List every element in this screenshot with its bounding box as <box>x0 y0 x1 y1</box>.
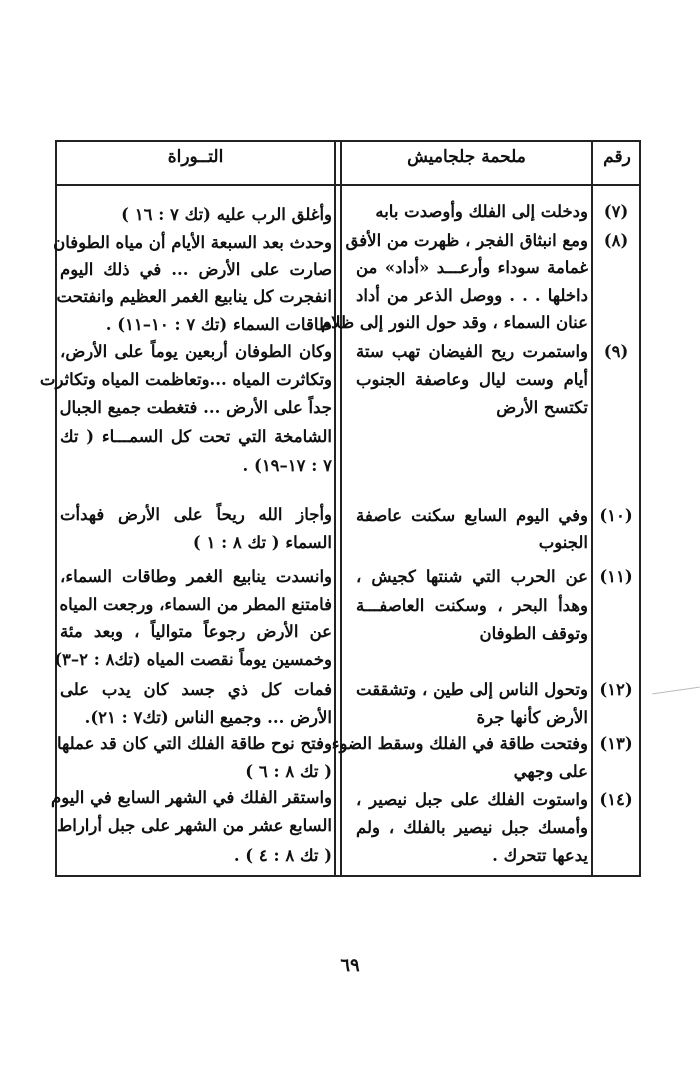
torah-text-line: ( تك ٨ : ٤ ) . <box>233 846 332 865</box>
torah-text-line: جداً على الأرض ... فتغطت جميع الجبال <box>59 398 332 417</box>
gilgamesh-text-line: غمامة سوداء وأرعـــد «أداد» من <box>356 258 588 277</box>
torah-text-line: ٧ : ١٧–١٩) . <box>242 456 332 475</box>
torah-text-line: وأجاز الله ريحاً على الأرض فهدأت <box>60 505 332 524</box>
header-number: رقم <box>603 147 631 167</box>
torah-text-line: واستقر الفلك في الشهر السابع في اليوم <box>51 788 332 807</box>
scan-mark <box>652 687 700 695</box>
torah-text-line: وانسدت ينابيع الغمر وطاقات السماء، <box>60 567 332 586</box>
gilgamesh-text-line: داخلها . . . ووصل الذعر من أداد <box>356 286 588 305</box>
row-number: (٩) <box>603 342 629 361</box>
torah-text-line: فمات كل ذي جسد كان يدب على <box>60 680 332 699</box>
torah-text-line: انفجرت كل ينابيع الغمر العظيم وانفتحت <box>56 287 332 306</box>
gilgamesh-text-line: أيام وست ليال وعاصفة الجنوب <box>356 370 588 389</box>
column-divider <box>340 140 342 877</box>
column-divider <box>334 140 336 877</box>
torah-text-line: وتكاثرت المياه ...وتعاظمت المياه وتكاثرت <box>39 370 332 389</box>
gilgamesh-text-line: على وجهي <box>513 762 588 781</box>
gilgamesh-text-line: الأرض كأنها جرة <box>476 708 588 727</box>
torah-text-line: السماء ( تك ٨ : ١ ) <box>192 533 332 552</box>
torah-text-line: وفتح نوح طاقة الفلك التي كان قد عملها <box>56 734 332 753</box>
header-gilgamesh: ملحمة جلجاميش <box>407 147 526 167</box>
gilgamesh-text-line: واستوت الفلك على جبل نيصير ، <box>356 790 588 809</box>
gilgamesh-text-line: وتحول الناس إلى طين ، وتشققت <box>356 680 588 699</box>
gilgamesh-text-line: واستمرت ريح الفيضان تهب ستة <box>356 342 588 361</box>
row-number: (١٣) <box>599 734 633 753</box>
gilgamesh-text-line: وأمسك جبل نيصير بالفلك ، ولم <box>356 818 588 837</box>
torah-text-line: وأغلق الرب عليه (تك ٧ : ١٦ ) <box>121 205 332 224</box>
torah-text-line: وحدث بعد السبعة الأيام أن مياه الطوفان <box>53 233 332 252</box>
column-divider <box>591 140 593 877</box>
gilgamesh-text-line: الجنوب <box>538 533 588 552</box>
row-number: (١٢) <box>599 680 633 699</box>
gilgamesh-text-line: تكتسح الأرض <box>496 398 588 417</box>
torah-text-line: فامتنع المطر من السماء، ورجعت المياه <box>59 595 332 614</box>
gilgamesh-text-line: وهدأ البحر ، وسكنت العاصفـــة <box>356 596 588 615</box>
torah-text-line: صارت على الأرض ... في ذلك اليوم <box>60 260 332 279</box>
row-number: (١١) <box>599 567 633 586</box>
torah-text-line: طاقات السماء (تك ٧ : ١٠–١١) . <box>105 315 332 334</box>
torah-text-line: عن الأرض رجوعاً متوالياً ، وبعد مئة <box>60 622 332 641</box>
header-torah: التــوراة <box>167 147 224 167</box>
torah-text-line: وخمسين يوماً نقصت المياه (تك٨ : ٢–٣) <box>54 650 332 669</box>
gilgamesh-text-line: عن الحرب التي شنتها كجيش ، <box>356 567 588 586</box>
page-number: ٦٩ <box>340 955 360 976</box>
gilgamesh-text-line: وفي اليوم السابع سكنت عاصفة <box>356 506 588 525</box>
gilgamesh-text-line: يدعها تتحرك . <box>492 846 588 865</box>
gilgamesh-text-line: وفتحت طاقة في الفلك وسقط الضوء <box>331 734 588 753</box>
row-number: (٨) <box>603 231 629 250</box>
torah-text-line: السابع عشر من الشهر على جبل أراراط <box>57 816 332 835</box>
torah-text-line: الشامخة التي تحت كل السمـــاء ( تك <box>60 427 332 446</box>
header-divider <box>55 184 641 186</box>
gilgamesh-text-line: ودخلت إلى الفلك وأوصدت بابه <box>375 202 588 221</box>
torah-text-line: الأرض ... وجميع الناس (تك٧ : ٢١). <box>84 708 332 727</box>
gilgamesh-text-line: عنان السماء ، وقد حول النور إلى ظلام <box>320 313 588 332</box>
row-number: (٧) <box>603 202 629 221</box>
gilgamesh-text-line: ومع انبثاق الفجر ، ظهرت من الأفق <box>345 231 588 250</box>
row-number: (١٠) <box>599 506 633 525</box>
gilgamesh-text-line: وتوقف الطوفان <box>479 624 588 643</box>
torah-text-line: ( تك ٨ : ٦ ) <box>245 762 332 781</box>
row-number: (١٤) <box>599 790 633 809</box>
torah-text-line: وكان الطوفان أربعين يوماً على الأرض، <box>60 342 332 361</box>
